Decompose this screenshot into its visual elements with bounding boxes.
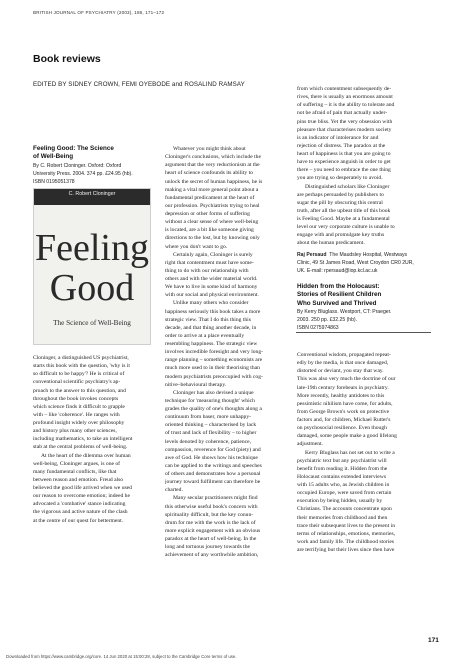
reviewer-affiliation-line: UK. E-mail: rpersaud@iop.kcl.ac.uk [297,268,378,275]
text-line: long and tortuous journey towards the [165,544,250,551]
section-title: Book reviews [33,53,101,65]
review1-meta-line: By C. Robert Cloninger. Oxford: Oxford [33,162,122,169]
text-line: resembling happiness. The strategic view [165,341,258,347]
text-line: making a vital more general point about a [165,186,259,193]
text-line: depression or other forms of suffering [165,211,250,217]
text-line: technique for 'measuring thought' which [165,397,255,404]
text-line: Christians. The accounts concentrate upon [297,506,392,513]
text-line: with our social and physical environment. [165,292,259,299]
text-line: Unlike many others who consider [173,300,249,307]
text-line: of trust and lack of flexibility – to higher [165,430,257,437]
text-line: Distinguished scholars like Cloninger [305,183,390,190]
text-line: which science finds it difficult to grapple [33,403,125,410]
text-line: awe of God. He shows how his technique [165,454,258,461]
text-line: drum for me with the work is the lack of [165,519,256,526]
text-line: This was also very much the doctrine of our [297,376,396,383]
column-2-text [165,145,289,559]
text-line: pleasure that characterises modern society [297,126,392,133]
text-line: edly by the media, is that once damaged, [297,360,389,367]
text-line: from George Brown's work on protective [297,408,390,415]
text-line: about the human predicament. [297,240,365,247]
text-line: more explicit engagement with an obvious [165,527,261,534]
text-line: throughout the book invokes concepts [33,395,119,402]
text-line: order to arrive at a place eventually [165,332,245,339]
text-line: work and family life. The childhood stories [297,538,394,545]
text-line: believed the good life arrived when we used [33,485,132,491]
text-line: range planning – something economists are [165,357,263,364]
text-line: We have to live in some kind of harmony [165,284,258,291]
text-line: journey toward fulfilment can therefore be [165,479,261,486]
text-line: without a clear sense of where well-being [165,219,259,226]
text-line: heart of science confounds its ability to [165,170,253,177]
text-line: many fundamental conflicts, like that [33,468,117,475]
text-line: decade, and that thing another decade, in [165,324,257,331]
text-line: Kerry Bluglass has not set out to write a [305,449,395,456]
text-line: distorted or deviant, you stay that way. [297,368,384,375]
text-line: level our very corporate culture is unable to [297,224,395,231]
review2-heading [297,283,431,333]
cover-author: C. Robert Cloninger [68,191,116,197]
text-line: advocated a 'combative' stance indicating [33,501,126,508]
text-line: starts this book with the question, 'why is it [33,363,130,370]
text-line: are terrifying but their lives since then have [297,547,395,553]
text-line: Many secular practitioners might find [173,495,258,502]
text-line: strategic view. That I do this thing this [165,316,251,323]
text-line: and history plus many other sciences, [33,428,117,435]
text-line: benefit from reading it. Hidden from the [297,465,388,472]
text-line: you are trying so desperately to avoid. [297,175,383,182]
reviewer-name: Raj Persaud [297,252,327,258]
text-line: of others and demonstrates how a personal [165,471,261,477]
text-line: levels denoted by coherence, patience, [165,438,252,445]
text-line: sugar the pill by obscuring this central [297,199,383,206]
text-line: Certainly again, Cloninger is surely [173,251,253,258]
running-header: BRITISH JOURNAL OF PSYCHIATRY (2003), 186, 171–172 [33,10,165,15]
text-line: there – you need to embrace the one thing [297,167,391,174]
text-line: paradox at the heart of well-being. In the [165,536,257,542]
text-line: Holocaust contains extended interviews [297,473,387,480]
review1-title-line: Feeling Good: The Science [33,145,114,152]
text-line: proach to the answer to this question, and [33,387,126,394]
text-line: spirituality difficult, but the key conun- [165,511,254,518]
text-line: well-being, Cloninger argues, is one of [33,460,121,467]
review2-title-line: Who Survived and Thrived [297,299,377,307]
text-line: with – like 'coherence'. He ranges with [33,411,120,418]
text-line: damaged, some people make a good lifelong [297,433,397,440]
review1-title-line: of Well-Being [33,153,74,161]
text-line: our profession. Psychiatrists trying to heal [165,202,260,209]
text-line: late-19th century forebears in psychiatry. [297,384,389,391]
text-line: At the heart of the dilemma over human [41,452,131,459]
text-line: others and with the wider material world. [165,276,258,282]
review2-title-line: Hidden from the Holocaust: [297,283,380,290]
text-line: factors and, for children, Michael Rutter's [297,417,391,423]
text-line: Conventional wisdom, propagated repeat- [297,352,391,358]
text-line: Cloninger's conclusions, which include the [165,154,261,161]
text-line: truth, after all the upbeat title of this book [297,207,391,214]
text-line: engage with and promulgate key truths [297,232,385,239]
text-line: compassion, reverence for God (piety) and [165,446,261,453]
divider-rule [296,332,431,333]
text-line: the vigorous and active nature of the clash [33,509,128,516]
text-line: Whatever you might think about [173,146,246,152]
text-line: fundamental predicament at the heart of [165,194,255,201]
text-line: More recently, healthy antidotes to this [297,392,385,399]
book-cover-image [33,188,151,345]
text-line: from which contentment subsequently de- [297,86,392,92]
cover-subtitle: The Science of Well-Being [53,319,131,327]
text-line: so difficult to be happy'? He is critical of [33,371,125,378]
review1-meta-line: University Press. 2004. 374 pp. £24.95 (hb). [33,170,133,177]
text-line: Cloninger has also devised a unique [173,389,254,396]
reviewer-signature [297,251,431,275]
review1-meta-line: ISBN 0195051378 [33,179,75,185]
column-3-text-bottom [297,351,431,554]
text-line: profound insight widely over philosophy [33,420,125,426]
text-line: charted. [165,487,183,494]
text-line: their memories from childhood and then [297,514,388,521]
text-line: pessimistic nihilism have come, for adults, [297,400,393,407]
text-line: happiness seriously this book takes a more [165,308,261,315]
text-line: Cloninger, a distinguished US psychiatrist, [33,355,129,361]
text-line: unlock the secret of human happiness, he is [165,178,263,185]
text-line: of suffering – it is the ability to tolerate and [297,102,395,109]
review2-meta-line: 2003. 250 pp. £32.25 (hb). [297,317,358,324]
text-line: not be afraid of pain that actually under- [297,110,388,117]
text-line: nitive–behavioural therapy. [165,381,227,388]
review1-heading [33,145,153,186]
text-line: stab at the central problems of well-being. [33,444,128,451]
text-line: oriented thinking – characterised by lack [165,422,257,429]
text-line: thing to do with our relationship with [165,267,249,274]
page-number: 171 [428,637,439,644]
text-line: psychiatric text but any psychiatrist will [297,457,387,464]
text-line: at the centre of our quest for betterment. [33,517,124,524]
text-line: trace their subsequent lives to the present in [297,522,396,529]
text-line: occupied Europe, were saved from certain [297,490,392,497]
text-line: modern psychiatrists preoccupied with cog- [165,373,263,380]
text-line: our reason to overcome emotion; indeed he [33,493,130,500]
text-line: can be applied to the writings and speeches [165,462,262,469]
text-line: terms of relationships, emotions, memories, [297,530,396,537]
text-line: right that contentment must have some- [165,259,254,266]
text-line: have to experience anguish in order to get [297,159,391,166]
text-line: is an indicator of intolerance for and [297,134,379,141]
text-line: conventional scientific psychiatry's ap- [33,379,121,386]
text-line: directions to the lost, but by knowing only [165,235,260,242]
text-line: is located, are a bit like someone giving [165,227,254,234]
text-line: with 15 adults who, as Jewish children in [297,482,390,488]
text-line: grades the quality of one's thoughts along a [165,406,262,412]
column-1-text [33,354,157,525]
editors-line: EDITED BY SIDNEY CROWN, FEMI OYEBODE and ROSALIND RAMSAY [33,81,245,88]
text-line: argument that the very reductionism at the [165,162,260,169]
text-line: rives, there is usually an enormous amount [297,94,393,101]
text-line: is Feeling Good. Maybe at a fundamental [297,216,390,222]
column-3-text-top [297,85,431,248]
cover-title-word: Feeling [35,227,149,269]
text-line: between reason and emotion. Freud also [33,476,124,483]
text-line: continuum from baser, more unhappy- [165,414,251,421]
text-line: involves incredible foresight and very long- [165,349,264,356]
cover-title-word: Good [49,267,135,309]
text-line: this otherwise useful book's concern with [165,503,258,510]
text-line: heart of happiness is that you are going to [297,151,391,157]
review2-meta-line: ISBN 0275974863 [297,325,339,332]
text-line: where you don't want to go. [165,243,228,250]
review2-meta-line: By Kerry Bluglass. Westport, CT: Praeger. [297,309,392,316]
text-line: rejection of distress. The paradox at the [297,142,386,149]
download-footer: Downloaded from https://www.cambridge.org/core. 14 Jun 2020 at 15:00:28, subject to the Cambridge Core terms of use. [6,654,237,659]
text-line: adjustment. [297,441,323,448]
text-line: much more used to in their theorising than [165,365,260,372]
text-line: are perhaps persuaded by publishers to [297,191,384,198]
reviewer-affiliation-line: Clinic, 49 St James Road, West Croydon CR0 2UR, [297,260,414,267]
reviewer-affiliation-line: The Maudsley Hospital, Westways [329,252,408,258]
text-line: on psychosocial resilience. Even though [297,425,387,432]
review2-title-line: Stories of Resilient Children [297,291,382,299]
text-line: achievement of any worthwhile ambition, [165,552,259,559]
text-line: including mathematics, to take an intelligent [33,436,133,443]
text-line: pins true bliss. Yet the very obsession with [297,118,393,125]
text-line: execution by being hidden, usually by [297,498,383,505]
